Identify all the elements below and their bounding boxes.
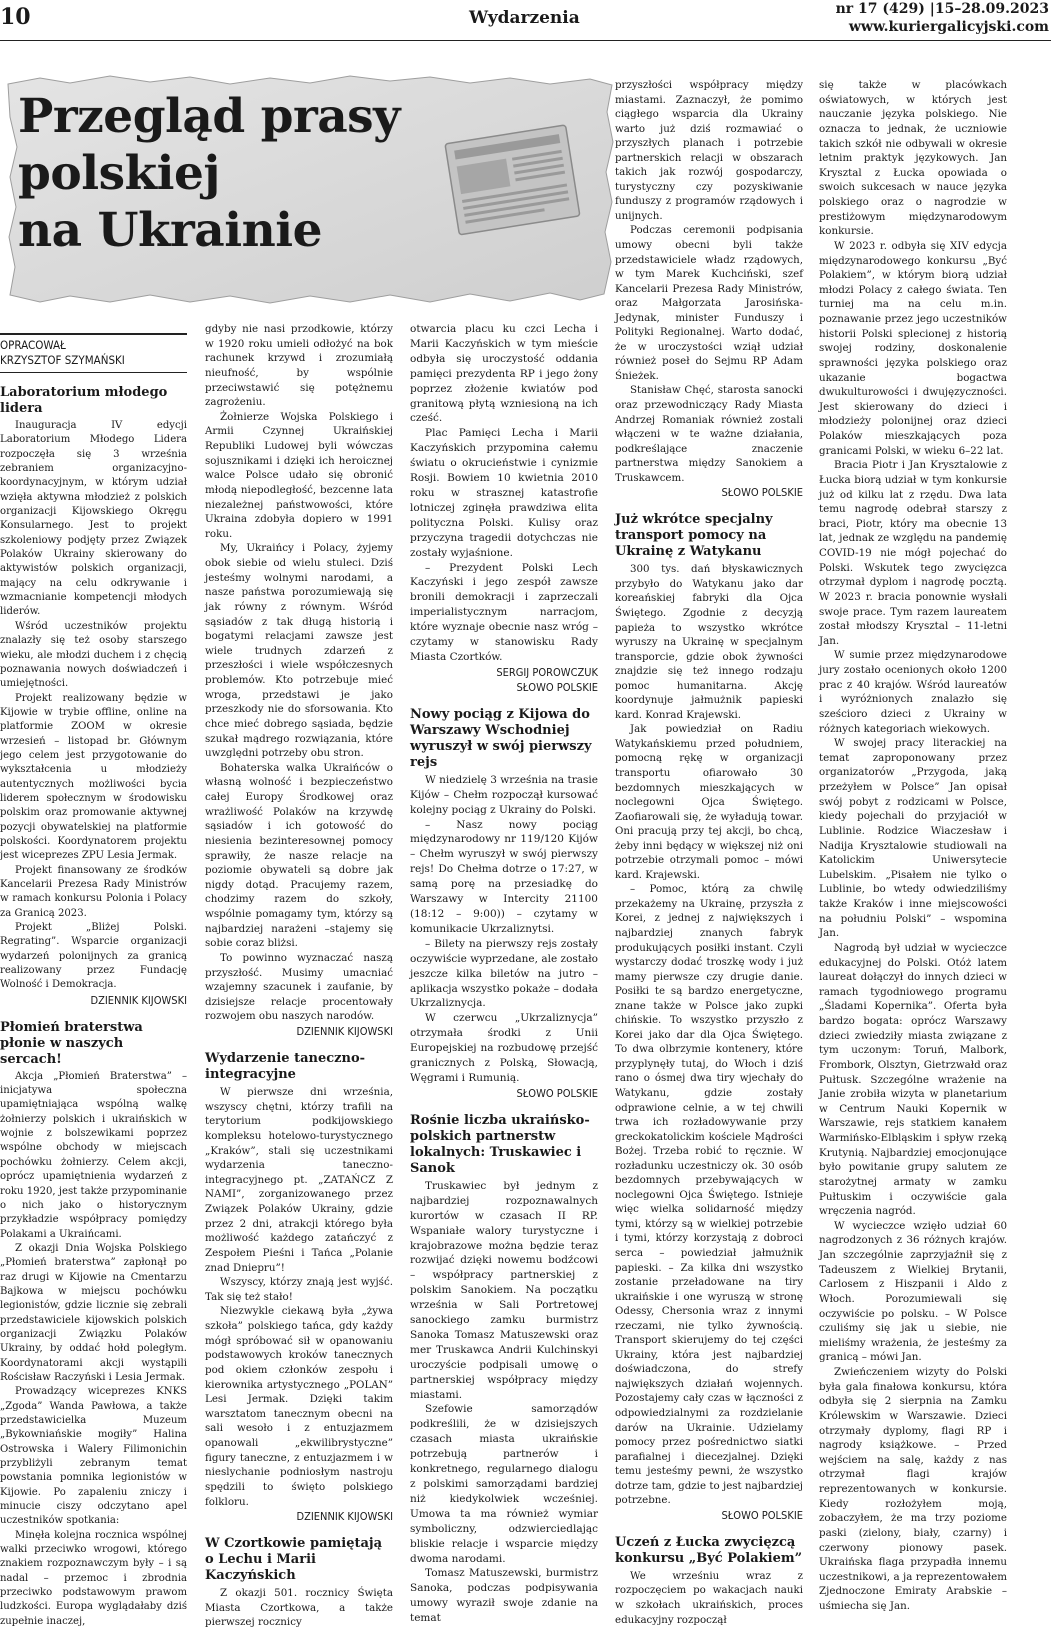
page-number: 10 [0, 4, 31, 30]
article-paragraph: Plac Pamięci Lecha i Marii Kaczyńskich przypomina całemu światu o okrucieństwie i cynizmie Rosji. Bowiem 10 kwietnia 2010 roku w strasznej katastrofie lotniczej zginęła prawdziwa elita polityczna Polski. Kulisy oraz przyczyna tragedii dotychczas nie zostały wyjaśnione. [410, 427, 598, 559]
article-paragraph: Projekt „Bliżej Polski. Regrating”. Wsparcie organizacji wydarzeń polonijnych za granicą realizowany przez Fundację Wolność i Demokracja. [0, 922, 187, 991]
column-4 [615, 78, 803, 1627]
article-paragraph: Podczas ceremonii podpisania umowy obecni byli także przedstawiciele władz rządowych, w tym Marek Kuchciński, szef Kancelarii Prezesa Rady Ministrów, oraz Małgorzata Jarosińska-Jedynak, minister Funduszy i Polityki Regionalnej. Warto dodać, że w uroczystości wziął udział również poseł do Sejmu RP Adam Śnieżek. [615, 224, 803, 382]
article-paragraph: Projekt realizowany będzie w Kijowie w trybie offline, online na platformie ZOOM w okresie wrzesień – listopad br. Głównym jego celem jest przygotowanie do wykształcenia u młodzieży autentycznych możliwości bycia liderem społecznym w środowisku polskim oraz promowanie aktywnej pozycji obywatelskiej na platformie polskości. Koordynatorem projektu jest wiceprezes ZPU Lesia Jermak. [0, 692, 187, 862]
article-title-laboratorium: Laboratorium młodego lidera [0, 385, 168, 416]
article-paragraph: W czerwcu „Ukrzaliznycja” otrzymała środki z Unii Europejskiej na rozbudowę przejść granicznych z Polską, Słowacją, Węgrami i Rumunią. [410, 1012, 598, 1084]
article-paragraph: Projekt finansowany ze środków Kancelarii Prezesa Rady Ministrów w ramach konkursu Polonia i Polacy za Granicą 2023. [0, 864, 187, 919]
column-3 [410, 322, 598, 1626]
article-paragraph: Prowadzący wiceprezes KNKS „Zgoda” Wanda Pawłowa, a także przedstawicielka Muzeum „Bykowniańskie mogiły” Halina Ostrowska i Walery Filimonichin przybliżyli zebranym temat powstania pomnika legionistów w Kijowie. Po zapaleniu zniczy i minucie ciszy odczytano apel uczestników spotkania: [0, 1386, 187, 1527]
author-byline [0, 333, 187, 373]
article-paragraph: 300 tys. dań błyskawicznych przybyło do Watykanu jako dar koreańskiej fabryki dla Ojca Świętego. Zgodnie z decyzją papieża to wszystko wkrótce wyruszy na Ukrainę w specjalnym transporcie, gdzie obok żywności znajdzie się też innego rodzaju pomoc humanitarna. Akcję koordynuje jałmużnik papieski kard. Konrad Krajewski. [615, 563, 803, 721]
article-paragraph: Jak powiedział on Radiu Watykańskiemu przed południem, pomocną rękę w organizacji transportu ofiarowało 30 bezdomnych mieszkających w noclegowni Ojca Świętego. Zaofiarowali się, że wyładują towar. Oni pracują przy tej akcji, bo chcą, żeby inni będący w większej niż oni potrzebie otrzymali pomoc – mówi kard. Krajewski. [615, 723, 803, 881]
article-paragraph: Stanisław Chęć, starosta sanocki oraz przewodniczący Rady Miasta Andrzej Romaniak również zostali włączeni w te ważne działania, podkreślające znaczenie partnerstwa między Sanokiem a Truskawcem. [615, 384, 803, 484]
article-source: SŁOWO POLSKIE [721, 1508, 803, 1522]
article-paragraph: Bohaterska walka Ukraińców o własną wolność i bezpieczeństwo całej Europy Środkowej oraz wrażliwość Polaków na krzywdę sąsiadów i ich gotowość do niesienia bezinteresownej pomocy sprawiły, że nasze relacje na poziomie obywateli są dobre jak nigdy dotąd. Pracujemy razem, chodzimy razem do szkoły, wspólnie pomagamy tym, którzy są najbardziej narażeni –stajemy się sobie coraz bliżsi. [205, 761, 393, 950]
title-banner [0, 72, 630, 317]
byline-author: KRZYSZTOF SZYMAŃSKI [0, 353, 125, 367]
article-source: SŁOWO POLSKIE [516, 680, 598, 694]
article-title-czortkow: W Czortkowie pamiętają o Lechu i Marii Kaczyńskich [205, 1536, 383, 1584]
article-paragraph: się także w placówkach oświatowych, w których jest nauczanie języka polskiego. Nie oznacza to jednak, że uczniowie takich szkół nie odbywali w okresie letnim praktyk językowych. Jan Krysztal z Łucka opowiada o swoich sukcesach w nauce języka polskiego oraz o nagrodzie w prestiżowym międzynarodowym konkursie. [819, 79, 1007, 238]
article-title-lucka: Uczeń z Łucka zwycięzcą konkursu „Być Polakiem” [615, 1534, 803, 1566]
article-paragraph: – Prezydent Polski Lech Kaczyński i jego zespół zawsze bronili demokracji i zaprzeczali imperialistycznym narracjom, które wyznaje obecnie nasz wróg – czytamy w stanowisku Rady Miasta Czortków. [410, 561, 598, 663]
article-paragraph: Tomasz Matuszewski, burmistrz Sanoka, podczas podpisywania umowy wyraził swoje zdanie na temat [410, 1567, 598, 1625]
column-1 [0, 333, 187, 1629]
article-paragraph: Nagrodą był udział w wycieczce edukacyjnej do Polski. Otóż latem laureat dołączył do innych dzieci w ramach tygodniowego programu „Śladami Kopernika”. Oferta była bardzo bogata: oprócz Warszawy dzieci zwiedziły miasta związane z tym uczonym: Toruń, Malbork, Frombork, Olsztyn, Gietrzwałd oraz Pułtusk. Szczególne wrażenie na Janie zrobiła wizyta w planetarium w Centrum Nauki Kopernik w Warszawie, rejs statkiem kanałem Warmińsko-Elbląskim i spływ rzeką Krutynią. Najbardziej emocjonujące było powitanie grupy salutem ze starożytnej armaty w zamku Pułtuskim i oczywiście gala wręczenia nagród. [819, 941, 1007, 1218]
article-title-pociag: Nowy pociąg z Kijowa do Warszawy Wschodniej wyruszył w swój pierwszy rejs [410, 706, 592, 770]
article-source: SŁOWO POLSKIE [516, 1086, 598, 1100]
article-title-truskawiec: Rośnie liczba ukraińsko-polskich partnerstw lokalnych: Truskawiec i Sanok [410, 1112, 590, 1176]
article-title-plomien: Płomień braterstwa płonie w naszych sercach! [0, 1019, 143, 1067]
article-paragraph: Wszyscy, którzy znają jest wyjść. Tak się też stało! [205, 1276, 393, 1303]
article-paragraph: gdyby nie nasi przodkowie, którzy w 1920 roku umieli odłożyć na bok rachunek krzywd i zrozumiałą nieufność, by wspólnie przeciwstawić się potężnemu zagrożeniu. [205, 323, 393, 409]
article-paragraph: W pierwsze dni września, wszyscy chętni, którzy trafili na terytorium podkijowskiego kompleksu hotelowo-turystycznego „Kraków”, stali się uczestnikami wydarzenia taneczno-integracyjnego pt. „ZATAŃCZ Z NAMI”, zorganizowanego przez Związek Polaków Ukrainy, gdzie przez 2 dni, atrakcji którego była możliwość każdego zatańczyć z Zespołem Pieśni i Tańca „Polanie znad Dniepru”! [205, 1086, 393, 1274]
article-title-watykan: Już wkrótce specjalny transport pomocy na Ukrainę z Watykanu [615, 512, 773, 560]
article-paragraph: To powinno wyznaczać naszą przyszłość. Musimy umacniać wzajemny szacunek i zaufanie, by dzisiejsze relacje procentowały rozwojem obu naszych narodów. [205, 951, 393, 1023]
article-paragraph: przyszłości współpracy między miastami. Zaznaczył, że pomimo ciągłego wsparcia dla Ukrainy warto już dziś rozmawiać o przyszłych planach i potrzebie partnerskich relacji w obszarach takich jak rozwój gospodarczy, turystyczny czy pozyskiwanie funduszy z programów rządowych i unijnych. [615, 79, 803, 222]
article-paragraph: Truskawiec był jednym z najbardziej rozpoznawalnych kurortów w czasach II RP. Wspaniałe walory turystyczne i krajobrazowe można będzie teraz rozwijać dzięki nowemu bodźcowi – współpracy partnerskiej z polskim Sanokiem. Na początku września w Sali Portretowej sanockiego zamku burmistrz Sanoka Tomasz Matuszewski oraz mer Truskawca Andrii Kulchinskyi uroczyście podpisali umowę o partnerskiej współpracy między miastami. [410, 1179, 598, 1401]
article-paragraph: Z okazji 501. rocznicy Święta Miasta Czortkowa, a także pierwszej rocznicy [205, 1587, 393, 1629]
article-paragraph: – Pomoc, którą za chwilę przekażemy na Ukrainę, przyszła z Korei, z jednej z największych i najbardziej znanych fabryk produkujących posiłki instant. Czyli wystarczy dodać troszkę wody i już mamy pierwsze czy drugie danie. Posiłki te są bardzo energetyczne, znane także w Polsce jako zupki chińskie. To wszystko przyszło z Korei jako dar dla Ojca Świętego. To dwa olbrzymie kontenery, które przyplynęły tutaj, do Włoch i dziś rano o ósmej dwa tiry wjechały do Watykanu, gdzie zostały odprawione celnie, a w tej chwili trwa ich rozładowywanie przy greckokatolickim kościele Mądrości Bożej. Trzeba robić to ręcznie. W rozładunku uczestniczy ok. 30 osób bezdomnych przebywających w noclegowni Ojca Świętego. Istnieje więc wielka solidarność między tymi, którzy są w wielkiej potrzebie i tymi, którzy korzystają z dobroci serca – powiedział jałmużnik papieski. – Za kilka dni wszystko zostanie przeładowane na tiry ukraińskie i one wyruszą w stronę Odessy, Chersonia wraz z innymi rzeczami, nie tylko żywnością. Transport skierujemy do tej części Ukrainy, która jest najbardziej doświadczona, do strefy największych działań wojennych. Pozostajemy cały czas w łączności z odpowiedzialnymi za rozdzielanie darów na Ukrainie. Udzielamy pomocy przez pośrednictwo siatki parafialnej i diecezjalnej. Dzięki temu jesteśmy pewni, że wszystko dotrze tam, gdzie to jest najbardziej potrzebne. [615, 883, 803, 1507]
article-source: DZIENNIK KIJOWSKI [90, 993, 187, 1007]
article-paragraph: – Nasz nowy pociąg międzynarodowy nr 119/120 Kijów – Chełm wyruszył w swój pierwszy rejs! Do Chełma dotrze o 17:27, w samą porę na przesiadkę do Warszawy w Intercity 21100 (18:12 – 9:00)) – czytamy w komunikacie Ukrzaliznytsi. [410, 818, 598, 935]
article-paragraph: Inauguracja IV edycji Laboratorium Młodego Lidera rozpoczęła się 3 września zebraniem organizacyjno-koordynacyjnym, w którym udział wzięła aktywna młodzież z polskich organizacji Kijowskiego Okręgu Konsularnego. Jest to projekt szkoleniowy podjęty przez Związek Polaków Ukrainy skierowany do aktywistów polskich organizacji, mający na celu odkrywanie i wzmacnianie kompetencji młodych liderów. [0, 420, 187, 618]
article-paragraph: Z okazji Dnia Wojska Polskiego „Płomień braterstwa” zapłonął po raz drugi w Kijowie na Cmentarzu Bajkowa w miejscu pochówku legionistów, gdzie licznie się zebrali przedstawiciele kijowskich polskich organizacji Związku Polaków Ukrainy, by oddać hołd poległym. Koordynatorami akcji wystąpili Rościsław Raczyński i Lesia Jermak. [0, 1242, 187, 1383]
article-paragraph: W wycieczce wzięło udział 60 nagrodzonych z 36 różnych krajów. Jan szczególnie zaprzyjaźnił się z Tadeuszem z Wielkiej Brytanii, Carlosem z Hiszpanii i Aldo z Włoch. Porozumiewali się oczywiście po polsku. – W Polsce czuliśmy się jak u siebie, nie mieliśmy wrażenia, że jesteśmy za granicą – mówi Jan. [819, 1219, 1007, 1364]
byline-role: OPRACOWAŁ [0, 338, 66, 352]
article-source: DZIENNIK KIJOWSKI [296, 1510, 393, 1524]
issue-info: nr 17 (429) |15–28.09.2023 [835, 1, 1049, 17]
article-paragraph: Zwieńczeniem wizyty do Polski była gala finałowa konkursu, która odbyła się 2 sierpnia na Zamku Królewskim w Warszawie. Dzieci otrzymały dyplomy, flagi RP i nagrody książkowe. – Przed wejściem na salę, każdy z nas otrzymał flagi krajów reprezentowanych w konkursie. Kiedy rozłożyłem moją, zobaczyłem, że ma trzy poziome paski (zielony, biały, czarny) i czerwony pionowy pasek. Ukraińska flaga przypadła innemu uczestnikowi, a ja reprezentowałem Zjednoczone Emiraty Arabskie – uśmiecha się Jan. [819, 1366, 1007, 1612]
article-paragraph: Minęła kolejna rocznica wspólnej walki przeciwko wrogowi, którego znakiem rozpoznawczym były – i są nadal – przemoc i zbrodnia przeciwko podstawowym prawom ludzkości. Europa wyglądałaby dziś zupełnie inaczej, [0, 1529, 187, 1627]
article-paragraph: We wrześniu wraz z rozpoczęciem po wakacjach nauki w szkołach ukraińskich, proces edukacyjny rozpoczął [615, 1569, 803, 1626]
article-paragraph: otwarcia placu ku czci Lecha i Marii Kaczyńskich w tym mieście odbyła się uroczystość oddania pamięci prezydenta RP i jego żony poprzez złożenie kwiatów pod granitową płytą wzniesioną na ich cześć. [410, 323, 598, 425]
article-paragraph: Szefowie samorządów podkreślili, że w dzisiejszych czasach miasta ukraińskie potrzebują partnerów i konkretnego, regularnego dialogu z polskimi samorządami bardziej niż kiedykolwiek wcześniej. Umowa ta ma również wymiar symboliczny, odzwierciedlając bliskie relacje i wsparcie między dwoma narodami. [410, 1403, 598, 1565]
article-paragraph: W niedzielę 3 września na trasie Kijów – Chełm rozpoczął kursować kolejny pociąg z Ukrainy do Polski. [410, 773, 598, 816]
article-title-wydarzenie: Wydarzenie taneczno-integracyjne [205, 1051, 366, 1082]
article-paragraph: Bracia Piotr i Jan Krysztalowie z Łucka biorą udział w tym konkursie już od kilku lat z rzędu. Dwa lata temu nagrodę odebrał starszy z braci, Piotr, który ma obecnie 13 lat, jednak ze względu na pandemię COVID-19 nie mógł pojechać do Polski. Wskutek tego zwycięzca otrzymał dyplom i nagrodę pocztą. W 2023 r. bracia ponownie wysłali swoje prace. Tym razem laureatem został młodszy Krysztal – 11-letni Jan. [819, 459, 1007, 647]
header-divider [0, 40, 1051, 41]
article-paragraph: Żołnierze Wojska Polskiego i Armii Czynnej Ukraińskiej Republiki Ludowej byli wówczas sojusznikami i dzięki ich heroicznej walce Polsce udało się obronić młodą niepodległość, bezcenne lata niezależnej państwowości, które Ukraina zdobyła dopiero w 1991 roku. [205, 410, 393, 540]
section-title: Wydarzenia [469, 8, 580, 28]
article-paragraph: – Bilety na pierwszy rejs zostały oczywiście wyprzedane, ale zostało jeszcze kilka biletów na jutro – aplikacja wszystko pokaże – dodała Ukrzaliznycja. [410, 937, 598, 1010]
article-paragraph: Niezwykle ciekawą była „żywa szkoła” polskiego tańca, gdy każdy mógł spróbować sił w opanowaniu podstawowych kroków tanecznych pod okiem członków zespołu i kierownika artystycznego „POLAN” Lesi Jermak. Dzięki takim warsztatom tanecznym obecni na sali wesoło i z entuzjazmem opanowali „ekwilibrystyczne” figury taneczne, z entuzjazmem i w nieslychanie podniosłym nastroju spędzili to święto polskiego folkloru. [205, 1305, 393, 1508]
article-paragraph: W 2023 r. odbyła się XIV edycja międzynarodowego konkursu „Być Polakiem”, w którym biorą udział młodzi Polacy z całego świata. Ten turniej ma na celu m.in. poznawanie przez jego uczestników historii Polski splecionej z historią swojej rodziny, doskonalenie sprawności języka polskiego oraz ukazanie bogactwa dwukulturowości i dwujęzyczności. Jest skierowany do dzieci i młodzieży polonijnej oraz dzieci Polaków mieszkających poza granicami Polski, w wieku 6–22 lat. [819, 239, 1007, 457]
article-paragraph: W sumie przez międzynarodowe jury zostało ocenionych około 1200 prac z 40 krajów. Wśród laureatów i wyróżnionych znalazło się sześcioro dzieci z Ukrainy w różnych kategoriach wiekowych. [819, 649, 1007, 735]
article-paragraph: Wśród uczestników projektu znalazły się też osoby starszego wieku, ale młodzi duchem i z chęcią poznawania nowych doświadczeń i umiejętności. [0, 620, 187, 690]
article-paragraph: W swojej pracy literackiej na temat zaproponowany przez organizatorów „Przygoda, jaką przeżyłem w Polsce” Jan opisał swój pobyt z rodzicami w Polsce, kiedy pojechali do przyjaciół w Lublinie. Rodzice Wiaczesław i Nadija Krysztalowie studiowali na Katolickim Uniwersytecie Lubelskim. „Pisałem nie tylko o Lublinie, bo wtedy odwiedziliśmy także Kraków i inne miejscowości na południu Polski” – wspomina Jan. [819, 737, 1007, 940]
title-line-1: Przegląd prasy [18, 89, 400, 144]
website-link[interactable]: www.kuriergalicyjski.com [848, 19, 1049, 35]
title-line-3: na Ukrainie [18, 203, 323, 258]
article-paragraph: My, Ukraińcy i Polacy, żyjemy obok siebie od wielu stuleci. Dziś jesteśmy wolnymi narodami, a nasze państwa porozumiewają się jak równy z równym. Wśród sąsiadów z tak długą historią i bogatymi relacjami zawsze jest wiele trudnych zdarzeń z przeszłości i wiele współczesnych problemów. Kto potrzebuje mieć wroga, przedstawi je jako przeszkody nie do sforsowania. Kto chce mieć dobrego sąsiada, będzie szukał mądrego rozwiązania, które uwzględni potrzeby obu stron. [205, 542, 393, 760]
newspaper-icon [445, 125, 580, 235]
article-source: SŁOWO POLSKIE [721, 486, 803, 500]
title-line-2: polskiej [18, 146, 220, 201]
page-main-title [18, 88, 400, 259]
column-2 [205, 322, 393, 1630]
column-5 [819, 78, 1007, 1614]
article-source: DZIENNIK KIJOWSKI [296, 1025, 393, 1038]
article-author: SERGIJ POROWCZUK [496, 665, 598, 679]
article-paragraph: Akcja „Płomień Braterstwa” – inicjatywa społeczna upamiętniająca wspólną walkę żołnierzy polskich i ukraińskich w wojnie z bolszewikami poprzez wspólne obchody w miejscach pochówku żołnierzy. Celem akcji, oprócz upamiętnienia wydarzeń z roku 1920, jest także przypominanie o nich jako o historycznym przykładzie współpracy pomiędzy Polakami a Ukraińcami. [0, 1070, 187, 1240]
